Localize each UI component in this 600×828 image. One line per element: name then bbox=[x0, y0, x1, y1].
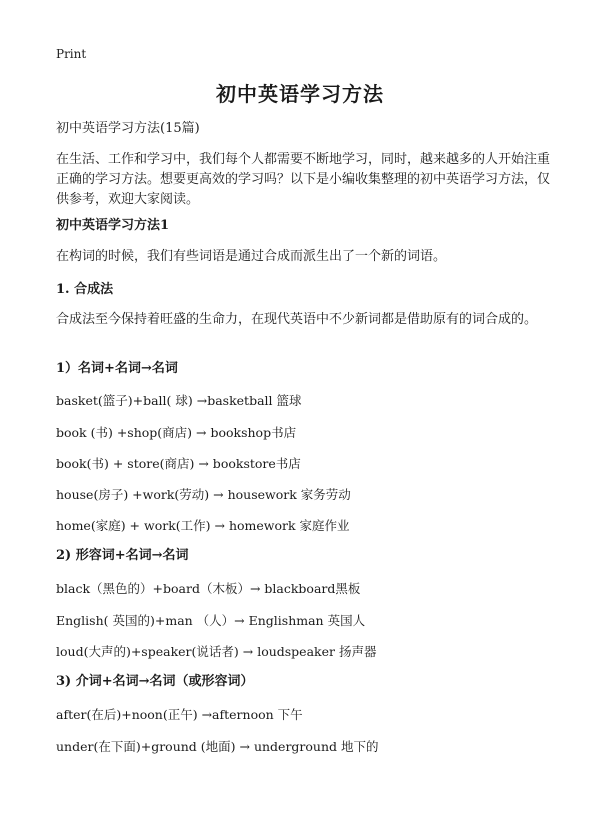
sub-heading-prep-noun: 3) 介词+名词→名词（或形容词） bbox=[56, 674, 254, 689]
intro-paragraph: 在生活、工作和学习中，我们每个人都需要不断地学习，同时，越来越多的人开始注重正确的学习方法。想要更高效的学习吗？以下是小编收集整理的初中英语学习方法，仅供参考，欢迎大家阅读。 bbox=[56, 152, 551, 207]
example-line: black（黑色的）+board（木板）→ blackboard黑板 bbox=[56, 581, 361, 596]
sub-heading-noun-noun: 1）名词+名词→名词 bbox=[56, 361, 178, 376]
example-line: after(在后)+noon(正午) →afternoon 下午 bbox=[56, 707, 303, 722]
example-line: English( 英国的)+man （人）→ Englishman 英国人 bbox=[56, 613, 366, 628]
example-line: home(家庭) + work(工作) → homework 家庭作业 bbox=[56, 518, 350, 533]
example-line: under(在下面)+ground (地面) → underground 地下的 bbox=[56, 739, 379, 754]
section-text: 在构词的时候，我们有些词语是通过合成而派生出了一个新的词语。 bbox=[56, 249, 447, 264]
method-text: 合成法至今保持着旺盛的生命力，在现代英语中不少新词都是借助原有的词合成的。 bbox=[56, 312, 538, 327]
section-heading: 初中英语学习方法1 bbox=[56, 218, 170, 233]
article-subtitle: 初中英语学习方法(15篇) bbox=[56, 121, 200, 136]
print-link[interactable]: Print bbox=[56, 47, 87, 61]
page-title: 初中英语学习方法 bbox=[216, 82, 384, 106]
method-heading: 1. 合成法 bbox=[56, 282, 114, 297]
example-line: basket(篮子)+ball( 球) →basketball 篮球 bbox=[56, 393, 302, 408]
sub-heading-adj-noun: 2) 形容词+名词→名词 bbox=[56, 548, 189, 563]
example-line: loud(大声的)+speaker(说话者) → loudspeaker 扬声器 bbox=[56, 644, 377, 659]
example-line: book(书) + store(商店) → bookstore书店 bbox=[56, 456, 301, 471]
example-line: house(房子) +work(劳动) → housework 家务劳动 bbox=[56, 487, 351, 502]
example-line: book (书) +shop(商店) → bookshop书店 bbox=[56, 425, 297, 440]
